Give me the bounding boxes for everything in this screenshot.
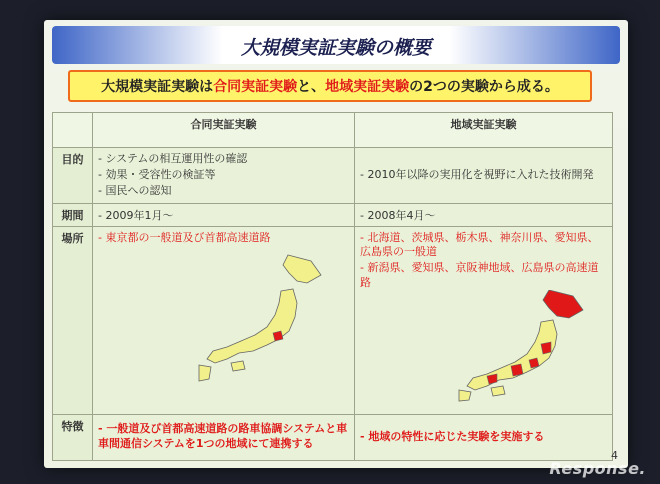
page-number: 4 xyxy=(611,449,618,462)
place-joint-cell xyxy=(93,226,355,414)
purpose-regional-item: - 2010年以降の実用化を視野に入れた技術開発 xyxy=(360,167,594,181)
corner-cell xyxy=(53,113,93,148)
summary-term-joint: 合同実証実験 xyxy=(213,79,298,95)
row-label-purpose: 目的 xyxy=(53,148,93,204)
presentation-slide xyxy=(44,20,628,468)
slide-title: 大規模実証実験の概要 xyxy=(240,37,431,59)
japan-map-icon xyxy=(193,251,343,396)
purpose-joint-item: - システムの相互運用性の確認 xyxy=(98,152,248,165)
purpose-joint-item: - 効果・受容性の検証等 xyxy=(98,167,216,181)
title-bar xyxy=(52,26,620,64)
table-row-purpose xyxy=(53,148,613,204)
column-header-regional: 地域実証実験 xyxy=(355,113,613,148)
feature-regional-item: - 地域の特性に応じた実験を実施する xyxy=(360,429,545,443)
place-regional-cell xyxy=(355,226,613,414)
table-header-row xyxy=(53,113,613,148)
period-regional-cell: - 2008年4月～ xyxy=(355,203,613,226)
table-row-period xyxy=(53,203,613,226)
summary-banner xyxy=(68,70,592,102)
place-regional-item-1: - 北海道、茨城県、栃木県、神奈川県、愛知県、広島県の一般道 xyxy=(360,230,599,259)
summary-term-regional: 地域実証実験 xyxy=(325,79,410,95)
comparison-table xyxy=(52,112,613,461)
row-label-period: 期間 xyxy=(53,203,93,226)
table-row-feature xyxy=(53,414,613,460)
purpose-regional-cell xyxy=(355,148,613,204)
summary-mid: と、 xyxy=(297,79,326,95)
japan-map-highlight-icon xyxy=(451,290,601,402)
feature-joint-item: - 一般道及び首都高速道路の路車協調システムと車車間通信システムを1つの地域にて連携する xyxy=(98,422,348,451)
japan-map-regional xyxy=(360,292,607,402)
purpose-joint-item: - 国民への認知 xyxy=(98,183,172,197)
place-regional-item-2: - 新潟県、愛知県、京阪神地域、広島県の高速道路 xyxy=(360,261,599,290)
feature-joint-cell xyxy=(93,414,355,460)
summary-prefix: 大規模実証実験は xyxy=(101,79,214,95)
column-header-joint: 合同実証実験 xyxy=(93,113,355,148)
row-label-feature: 特徴 xyxy=(53,414,93,460)
feature-regional-cell xyxy=(355,414,613,460)
period-joint-cell: - 2009年1月～ xyxy=(93,203,355,226)
summary-suffix: の2つの実験から成る。 xyxy=(409,79,559,95)
purpose-joint-cell xyxy=(93,148,355,204)
watermark-logo: Response. xyxy=(549,459,646,478)
row-label-place: 場所 xyxy=(53,226,93,414)
place-joint-item: - 東京都の一般道及び首都高速道路 xyxy=(98,230,271,244)
table-row-place xyxy=(53,226,613,414)
japan-map-joint xyxy=(98,246,349,396)
